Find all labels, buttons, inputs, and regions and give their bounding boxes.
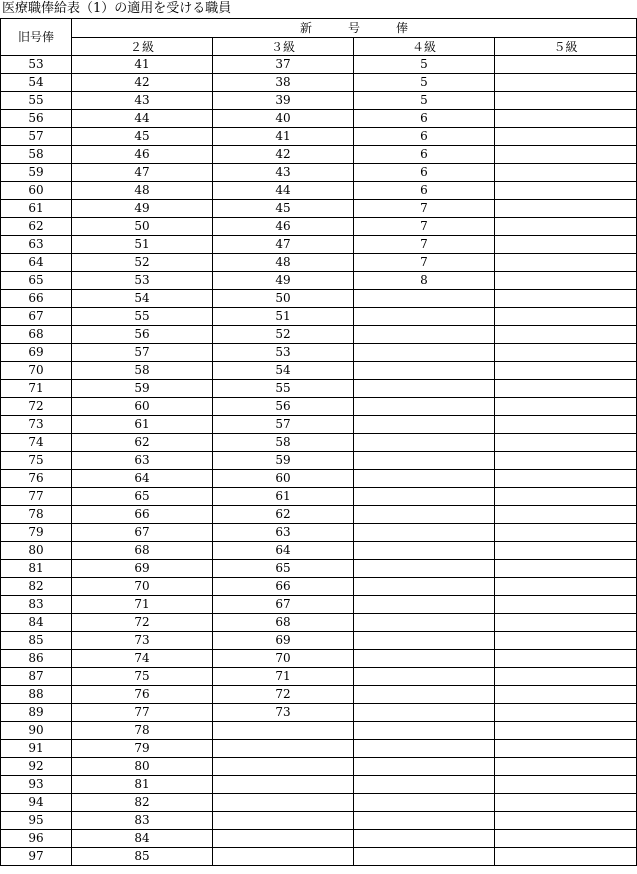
old-step-cell: 83 bbox=[1, 596, 72, 614]
table-row bbox=[1, 344, 637, 362]
grade-2-cell: 75 bbox=[72, 668, 213, 686]
grade-4-cell bbox=[354, 488, 495, 506]
old-step-cell: 89 bbox=[1, 704, 72, 722]
grade-4-cell bbox=[354, 290, 495, 308]
old-step-cell: 73 bbox=[1, 416, 72, 434]
grade-2-cell: 78 bbox=[72, 722, 213, 740]
header-row-top bbox=[1, 19, 637, 38]
grade-5-cell bbox=[495, 848, 637, 866]
table-row bbox=[1, 290, 637, 308]
old-step-cell: 74 bbox=[1, 434, 72, 452]
table-row bbox=[1, 398, 637, 416]
old-step-cell: 68 bbox=[1, 326, 72, 344]
grade-2-cell: 44 bbox=[72, 110, 213, 128]
grade-5-cell bbox=[495, 110, 637, 128]
grade-4-cell bbox=[354, 398, 495, 416]
grade-5-cell bbox=[495, 128, 637, 146]
grade-3-cell: 42 bbox=[213, 146, 354, 164]
grade-5-header: ５級 bbox=[495, 38, 637, 56]
grade-4-cell bbox=[354, 326, 495, 344]
grade-2-cell: 68 bbox=[72, 542, 213, 560]
grade-5-cell bbox=[495, 758, 637, 776]
grade-2-cell: 41 bbox=[72, 56, 213, 74]
table-row bbox=[1, 308, 637, 326]
grade-2-cell: 43 bbox=[72, 92, 213, 110]
grade-3-cell: 61 bbox=[213, 488, 354, 506]
grade-5-cell bbox=[495, 668, 637, 686]
grade-3-cell: 55 bbox=[213, 380, 354, 398]
grade-4-cell bbox=[354, 434, 495, 452]
table-row bbox=[1, 776, 637, 794]
table-row bbox=[1, 416, 637, 434]
old-step-cell: 82 bbox=[1, 578, 72, 596]
old-step-cell: 91 bbox=[1, 740, 72, 758]
old-step-cell: 60 bbox=[1, 182, 72, 200]
table-row bbox=[1, 560, 637, 578]
grade-4-cell bbox=[354, 650, 495, 668]
grade-5-cell bbox=[495, 596, 637, 614]
table-row bbox=[1, 56, 637, 74]
grade-2-cell: 74 bbox=[72, 650, 213, 668]
grade-5-cell bbox=[495, 794, 637, 812]
grade-4-cell bbox=[354, 794, 495, 812]
grade-5-cell bbox=[495, 542, 637, 560]
grade-3-cell: 66 bbox=[213, 578, 354, 596]
grade-3-cell: 64 bbox=[213, 542, 354, 560]
grade-4-cell bbox=[354, 578, 495, 596]
table-row bbox=[1, 146, 637, 164]
grade-2-cell: 55 bbox=[72, 308, 213, 326]
table-row bbox=[1, 182, 637, 200]
grade-3-cell: 43 bbox=[213, 164, 354, 182]
grade-3-cell: 68 bbox=[213, 614, 354, 632]
grade-2-cell: 77 bbox=[72, 704, 213, 722]
grade-4-cell bbox=[354, 560, 495, 578]
grade-2-cell: 61 bbox=[72, 416, 213, 434]
old-step-header: 旧号俸 bbox=[1, 19, 72, 56]
grade-4-cell bbox=[354, 416, 495, 434]
grade-5-cell bbox=[495, 650, 637, 668]
grade-2-cell: 57 bbox=[72, 344, 213, 362]
grade-4-cell: 8 bbox=[354, 272, 495, 290]
grade-5-cell bbox=[495, 182, 637, 200]
grade-3-cell: 41 bbox=[213, 128, 354, 146]
old-step-cell: 75 bbox=[1, 452, 72, 470]
table-row bbox=[1, 524, 637, 542]
grade-2-cell: 52 bbox=[72, 254, 213, 272]
grade-3-cell: 45 bbox=[213, 200, 354, 218]
salary-step-table bbox=[0, 18, 637, 866]
old-step-cell: 86 bbox=[1, 650, 72, 668]
old-step-cell: 64 bbox=[1, 254, 72, 272]
grade-5-cell bbox=[495, 416, 637, 434]
grade-3-cell: 67 bbox=[213, 596, 354, 614]
grade-2-cell: 46 bbox=[72, 146, 213, 164]
grade-4-cell: 6 bbox=[354, 128, 495, 146]
grade-5-cell bbox=[495, 92, 637, 110]
table-row bbox=[1, 686, 637, 704]
grade-3-cell: 54 bbox=[213, 362, 354, 380]
table-row bbox=[1, 578, 637, 596]
old-step-cell: 97 bbox=[1, 848, 72, 866]
grade-3-cell: 53 bbox=[213, 344, 354, 362]
grade-2-cell: 71 bbox=[72, 596, 213, 614]
grade-2-cell: 65 bbox=[72, 488, 213, 506]
table-row bbox=[1, 326, 637, 344]
old-step-cell: 81 bbox=[1, 560, 72, 578]
grade-4-cell bbox=[354, 596, 495, 614]
grade-3-cell: 44 bbox=[213, 182, 354, 200]
grade-2-cell: 62 bbox=[72, 434, 213, 452]
grade-3-cell: 39 bbox=[213, 92, 354, 110]
grade-3-cell: 73 bbox=[213, 704, 354, 722]
old-step-cell: 79 bbox=[1, 524, 72, 542]
grade-5-cell bbox=[495, 236, 637, 254]
old-step-cell: 66 bbox=[1, 290, 72, 308]
old-step-cell: 67 bbox=[1, 308, 72, 326]
grade-2-cell: 73 bbox=[72, 632, 213, 650]
grade-3-cell: 52 bbox=[213, 326, 354, 344]
grade-3-cell bbox=[213, 830, 354, 848]
grade-4-cell bbox=[354, 722, 495, 740]
grade-4-cell bbox=[354, 380, 495, 398]
grade-2-cell: 84 bbox=[72, 830, 213, 848]
old-step-cell: 70 bbox=[1, 362, 72, 380]
grade-3-cell: 57 bbox=[213, 416, 354, 434]
table-row bbox=[1, 434, 637, 452]
table-row bbox=[1, 74, 637, 92]
grade-2-cell: 70 bbox=[72, 578, 213, 596]
grade-3-cell bbox=[213, 722, 354, 740]
table-row bbox=[1, 110, 637, 128]
grade-5-cell bbox=[495, 776, 637, 794]
grade-5-cell bbox=[495, 56, 637, 74]
grade-5-cell bbox=[495, 614, 637, 632]
grade-2-cell: 49 bbox=[72, 200, 213, 218]
grade-4-cell bbox=[354, 614, 495, 632]
table-row bbox=[1, 848, 637, 866]
old-step-cell: 71 bbox=[1, 380, 72, 398]
grade-5-cell bbox=[495, 452, 637, 470]
grade-2-cell: 42 bbox=[72, 74, 213, 92]
table-row bbox=[1, 650, 637, 668]
grade-5-cell bbox=[495, 488, 637, 506]
grade-4-cell bbox=[354, 740, 495, 758]
grade-2-cell: 82 bbox=[72, 794, 213, 812]
grade-4-cell bbox=[354, 686, 495, 704]
grade-3-cell: 51 bbox=[213, 308, 354, 326]
grade-5-cell bbox=[495, 326, 637, 344]
table-row bbox=[1, 668, 637, 686]
header-row-grades bbox=[1, 38, 637, 56]
grade-3-cell: 59 bbox=[213, 452, 354, 470]
table-row bbox=[1, 452, 637, 470]
grade-4-cell bbox=[354, 812, 495, 830]
grade-5-cell bbox=[495, 434, 637, 452]
grade-4-header: ４級 bbox=[354, 38, 495, 56]
grade-4-cell bbox=[354, 704, 495, 722]
old-step-cell: 69 bbox=[1, 344, 72, 362]
grade-4-cell bbox=[354, 830, 495, 848]
grade-2-cell: 69 bbox=[72, 560, 213, 578]
table-row bbox=[1, 92, 637, 110]
grade-3-cell: 49 bbox=[213, 272, 354, 290]
grade-3-cell: 47 bbox=[213, 236, 354, 254]
grade-5-cell bbox=[495, 164, 637, 182]
table-row bbox=[1, 542, 637, 560]
old-step-cell: 53 bbox=[1, 56, 72, 74]
grade-3-cell: 40 bbox=[213, 110, 354, 128]
old-step-cell: 76 bbox=[1, 470, 72, 488]
table-row bbox=[1, 506, 637, 524]
new-step-header: 新 号 俸 bbox=[72, 19, 637, 38]
grade-4-cell: 7 bbox=[354, 200, 495, 218]
grade-4-cell: 7 bbox=[354, 254, 495, 272]
grade-4-cell bbox=[354, 632, 495, 650]
grade-3-cell bbox=[213, 794, 354, 812]
grade-4-cell: 6 bbox=[354, 182, 495, 200]
table-row bbox=[1, 218, 637, 236]
table-row bbox=[1, 758, 637, 776]
grade-4-cell: 6 bbox=[354, 110, 495, 128]
grade-4-cell: 7 bbox=[354, 218, 495, 236]
grade-5-cell bbox=[495, 272, 637, 290]
grade-4-cell bbox=[354, 470, 495, 488]
grade-4-cell bbox=[354, 848, 495, 866]
grade-3-cell: 72 bbox=[213, 686, 354, 704]
old-step-cell: 78 bbox=[1, 506, 72, 524]
old-step-cell: 87 bbox=[1, 668, 72, 686]
old-step-cell: 59 bbox=[1, 164, 72, 182]
old-step-cell: 57 bbox=[1, 128, 72, 146]
grade-5-cell bbox=[495, 254, 637, 272]
grade-4-cell: 6 bbox=[354, 146, 495, 164]
grade-2-cell: 64 bbox=[72, 470, 213, 488]
grade-2-cell: 81 bbox=[72, 776, 213, 794]
grade-3-cell bbox=[213, 758, 354, 776]
grade-3-cell bbox=[213, 848, 354, 866]
old-step-cell: 63 bbox=[1, 236, 72, 254]
table-row bbox=[1, 470, 637, 488]
grade-5-cell bbox=[495, 740, 637, 758]
grade-3-header: ３級 bbox=[213, 38, 354, 56]
grade-5-cell bbox=[495, 722, 637, 740]
grade-4-cell bbox=[354, 308, 495, 326]
grade-4-cell bbox=[354, 758, 495, 776]
grade-4-cell: 5 bbox=[354, 56, 495, 74]
old-step-cell: 55 bbox=[1, 92, 72, 110]
grade-4-cell bbox=[354, 524, 495, 542]
old-step-cell: 84 bbox=[1, 614, 72, 632]
table-row bbox=[1, 362, 637, 380]
grade-2-cell: 66 bbox=[72, 506, 213, 524]
old-step-cell: 77 bbox=[1, 488, 72, 506]
grade-2-cell: 50 bbox=[72, 218, 213, 236]
grade-5-cell bbox=[495, 380, 637, 398]
grade-3-cell bbox=[213, 812, 354, 830]
grade-5-cell bbox=[495, 470, 637, 488]
table-row bbox=[1, 128, 637, 146]
old-step-cell: 56 bbox=[1, 110, 72, 128]
grade-4-cell bbox=[354, 668, 495, 686]
grade-3-cell: 50 bbox=[213, 290, 354, 308]
grade-3-cell: 48 bbox=[213, 254, 354, 272]
old-step-cell: 62 bbox=[1, 218, 72, 236]
grade-5-cell bbox=[495, 812, 637, 830]
grade-3-cell: 56 bbox=[213, 398, 354, 416]
grade-4-cell: 5 bbox=[354, 92, 495, 110]
table-row bbox=[1, 830, 637, 848]
grade-5-cell bbox=[495, 398, 637, 416]
table-row bbox=[1, 254, 637, 272]
grade-2-cell: 48 bbox=[72, 182, 213, 200]
grade-3-cell: 38 bbox=[213, 74, 354, 92]
table-row bbox=[1, 200, 637, 218]
grade-4-cell bbox=[354, 362, 495, 380]
grade-4-cell bbox=[354, 344, 495, 362]
grade-2-cell: 56 bbox=[72, 326, 213, 344]
table-row bbox=[1, 272, 637, 290]
grade-2-cell: 54 bbox=[72, 290, 213, 308]
grade-3-cell: 71 bbox=[213, 668, 354, 686]
grade-2-cell: 53 bbox=[72, 272, 213, 290]
old-step-cell: 85 bbox=[1, 632, 72, 650]
grade-3-cell: 63 bbox=[213, 524, 354, 542]
grade-3-cell: 70 bbox=[213, 650, 354, 668]
grade-5-cell bbox=[495, 686, 637, 704]
old-step-cell: 72 bbox=[1, 398, 72, 416]
table-row bbox=[1, 236, 637, 254]
table-row bbox=[1, 596, 637, 614]
table-body bbox=[1, 56, 637, 866]
grade-2-cell: 51 bbox=[72, 236, 213, 254]
old-step-cell: 88 bbox=[1, 686, 72, 704]
old-step-cell: 94 bbox=[1, 794, 72, 812]
grade-2-cell: 83 bbox=[72, 812, 213, 830]
grade-2-header: ２級 bbox=[72, 38, 213, 56]
grade-2-cell: 59 bbox=[72, 380, 213, 398]
grade-5-cell bbox=[495, 830, 637, 848]
grade-4-cell: 6 bbox=[354, 164, 495, 182]
grade-5-cell bbox=[495, 524, 637, 542]
table-row bbox=[1, 614, 637, 632]
grade-4-cell bbox=[354, 506, 495, 524]
old-step-cell: 54 bbox=[1, 74, 72, 92]
table-row bbox=[1, 488, 637, 506]
table-row bbox=[1, 632, 637, 650]
grade-2-cell: 60 bbox=[72, 398, 213, 416]
grade-4-cell bbox=[354, 542, 495, 560]
grade-3-cell: 69 bbox=[213, 632, 354, 650]
grade-3-cell: 58 bbox=[213, 434, 354, 452]
table-row bbox=[1, 740, 637, 758]
table-row bbox=[1, 722, 637, 740]
grade-2-cell: 79 bbox=[72, 740, 213, 758]
old-step-cell: 80 bbox=[1, 542, 72, 560]
grade-2-cell: 85 bbox=[72, 848, 213, 866]
grade-5-cell bbox=[495, 74, 637, 92]
old-step-cell: 58 bbox=[1, 146, 72, 164]
grade-3-cell: 62 bbox=[213, 506, 354, 524]
table-row bbox=[1, 380, 637, 398]
grade-4-cell: 7 bbox=[354, 236, 495, 254]
grade-5-cell bbox=[495, 344, 637, 362]
grade-3-cell: 37 bbox=[213, 56, 354, 74]
grade-5-cell bbox=[495, 308, 637, 326]
grade-2-cell: 45 bbox=[72, 128, 213, 146]
grade-3-cell: 65 bbox=[213, 560, 354, 578]
old-step-cell: 92 bbox=[1, 758, 72, 776]
old-step-cell: 61 bbox=[1, 200, 72, 218]
grade-4-cell: 5 bbox=[354, 74, 495, 92]
grade-3-cell: 60 bbox=[213, 470, 354, 488]
table-row bbox=[1, 704, 637, 722]
grade-2-cell: 72 bbox=[72, 614, 213, 632]
grade-5-cell bbox=[495, 506, 637, 524]
grade-3-cell: 46 bbox=[213, 218, 354, 236]
table-row bbox=[1, 794, 637, 812]
grade-2-cell: 67 bbox=[72, 524, 213, 542]
grade-5-cell bbox=[495, 200, 637, 218]
old-step-cell: 96 bbox=[1, 830, 72, 848]
grade-3-cell bbox=[213, 740, 354, 758]
grade-5-cell bbox=[495, 632, 637, 650]
old-step-cell: 95 bbox=[1, 812, 72, 830]
grade-4-cell bbox=[354, 452, 495, 470]
old-step-cell: 65 bbox=[1, 272, 72, 290]
grade-2-cell: 47 bbox=[72, 164, 213, 182]
grade-5-cell bbox=[495, 578, 637, 596]
grade-2-cell: 63 bbox=[72, 452, 213, 470]
grade-3-cell bbox=[213, 776, 354, 794]
grade-4-cell bbox=[354, 776, 495, 794]
table-row bbox=[1, 164, 637, 182]
grade-5-cell bbox=[495, 146, 637, 164]
grade-5-cell bbox=[495, 362, 637, 380]
old-step-cell: 93 bbox=[1, 776, 72, 794]
page-title: 医療職俸給表（1）の適用を受ける職員 bbox=[2, 1, 232, 16]
table-row bbox=[1, 812, 637, 830]
old-step-cell: 90 bbox=[1, 722, 72, 740]
grade-5-cell bbox=[495, 218, 637, 236]
grade-5-cell bbox=[495, 704, 637, 722]
grade-5-cell bbox=[495, 560, 637, 578]
grade-2-cell: 58 bbox=[72, 362, 213, 380]
grade-2-cell: 80 bbox=[72, 758, 213, 776]
grade-2-cell: 76 bbox=[72, 686, 213, 704]
grade-5-cell bbox=[495, 290, 637, 308]
